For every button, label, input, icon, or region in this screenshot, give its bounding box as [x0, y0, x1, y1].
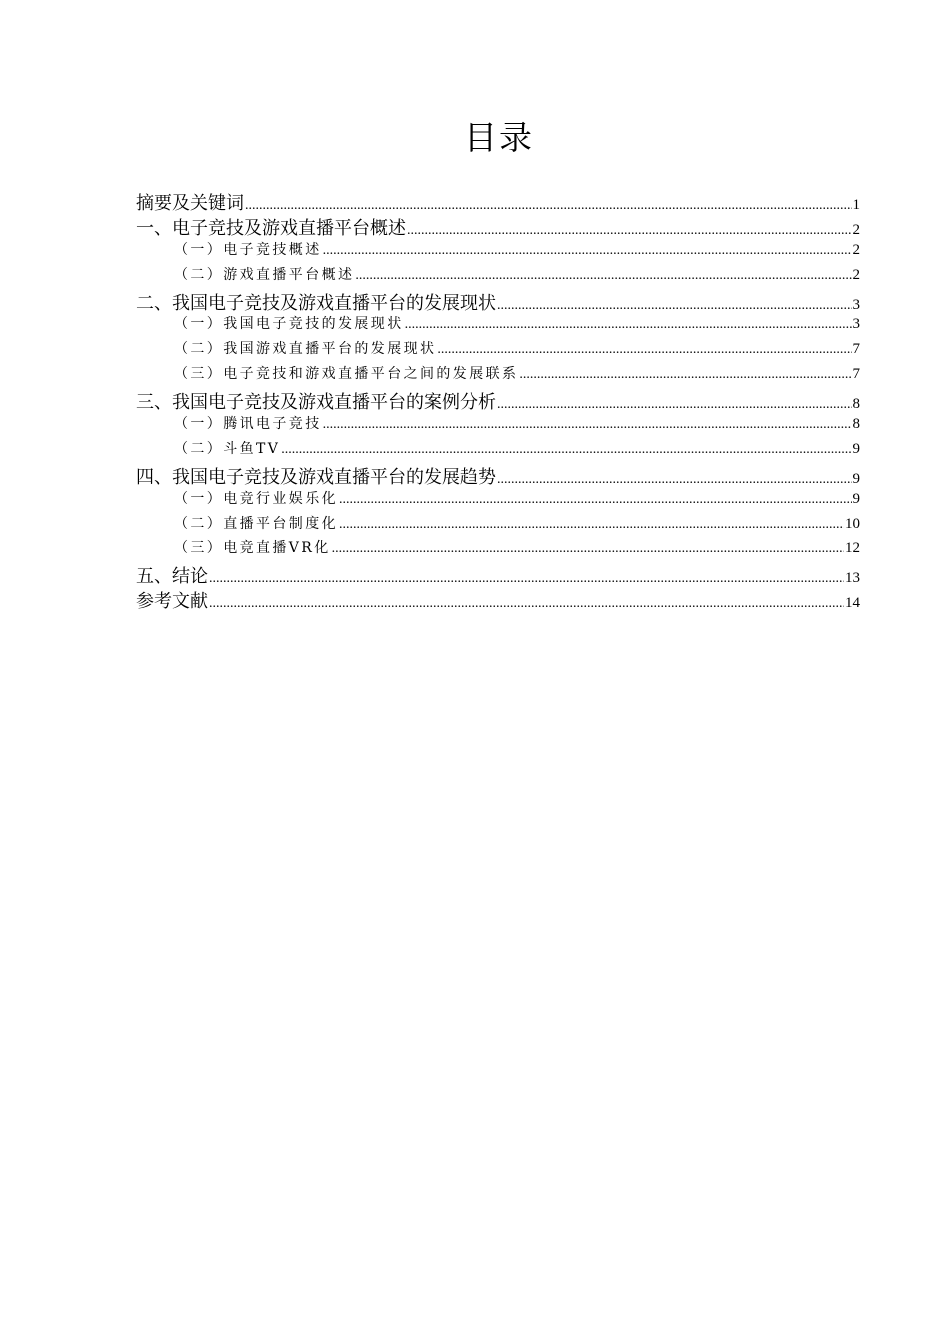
- toc-dot-leader: [437, 342, 851, 358]
- toc-subentry[interactable]: [136, 338, 860, 363]
- toc-entry-label: 二、我国电子竞技及游戏直播平台的发展现状: [136, 292, 496, 314]
- toc-entry[interactable]: [136, 587, 860, 612]
- toc-page-number: 2: [852, 221, 860, 238]
- toc-page-number: 2: [852, 241, 860, 258]
- toc-page-number: 14: [845, 595, 860, 612]
- toc-subentry[interactable]: [136, 313, 860, 338]
- toc-dot-leader: [405, 317, 852, 333]
- toc-entry-label: （一）我国电子竞技的发展现状: [174, 316, 404, 333]
- toc-entry[interactable]: [136, 463, 860, 488]
- toc-entry[interactable]: [136, 214, 860, 239]
- toc-subentry[interactable]: [136, 488, 860, 513]
- toc-page-number: 2: [852, 266, 860, 283]
- toc-entry-label: （三）电竞直播VR化: [174, 540, 331, 557]
- toc-entry[interactable]: [136, 189, 860, 214]
- toc-entry-label: （三）电子竞技和游戏直播平台之间的发展联系: [174, 366, 519, 383]
- toc-subentry[interactable]: [136, 363, 860, 388]
- toc-entry-label: 三、我国电子竞技及游戏直播平台的案例分析: [136, 392, 496, 414]
- toc-dot-leader: [519, 367, 851, 383]
- toc-entry-label: （二）游戏直播平台概述: [174, 266, 355, 283]
- toc-subentry[interactable]: [136, 438, 860, 463]
- toc-page-number: 7: [852, 341, 860, 358]
- toc-entry[interactable]: [136, 289, 860, 314]
- toc-entry-label: （一）腾讯电子竞技: [174, 416, 322, 433]
- toc-page-number: 13: [845, 570, 860, 587]
- toc-dot-leader: [323, 417, 852, 433]
- toc-dot-leader: [281, 442, 851, 458]
- toc-title: 目录: [464, 118, 534, 157]
- toc-dot-leader: [332, 541, 844, 557]
- toc-dot-leader: [209, 571, 844, 587]
- toc-entry-label: （一）电子竞技概述: [174, 241, 322, 258]
- toc-page-number: 12: [845, 540, 860, 557]
- toc-entry-label: 摘要及关键词: [136, 193, 244, 214]
- toc-list: [136, 189, 860, 612]
- toc-page-number: 9: [852, 490, 860, 507]
- toc-entry-label: （二）我国游戏直播平台的发展现状: [174, 341, 437, 358]
- toc-page-number: 9: [852, 440, 860, 457]
- toc-entry-label: （二）直播平台制度化: [174, 515, 338, 532]
- toc-entry[interactable]: [136, 562, 860, 587]
- toc-dot-leader: [209, 596, 844, 612]
- toc-subentry[interactable]: [136, 537, 860, 562]
- toc-page-number: 9: [852, 470, 860, 487]
- toc-subentry[interactable]: [136, 264, 860, 289]
- toc-page-number: 8: [852, 416, 860, 433]
- toc-subentry[interactable]: [136, 239, 860, 264]
- toc-entry-label: 五、结论: [136, 566, 208, 588]
- toc-subentry[interactable]: [136, 413, 860, 438]
- toc-entry-label: （一）电竞行业娱乐化: [174, 490, 338, 507]
- toc-entry-label: 一、电子竞技及游戏直播平台概述: [136, 217, 406, 239]
- toc-page-number: 7: [852, 366, 860, 383]
- toc-dot-leader: [323, 243, 852, 259]
- toc-dot-leader: [497, 472, 852, 488]
- toc-subentry[interactable]: [136, 513, 860, 538]
- toc-page-number: 8: [852, 396, 860, 413]
- toc-entry[interactable]: [136, 388, 860, 413]
- toc-entry-label: 四、我国电子竞技及游戏直播平台的发展趋势: [136, 466, 496, 488]
- toc-entry-label: （二）斗鱼TV: [174, 440, 281, 457]
- toc-page-number: 3: [852, 296, 860, 313]
- toc-dot-leader: [497, 397, 852, 413]
- toc-dot-leader: [245, 198, 852, 214]
- toc-page-number: 3: [852, 316, 860, 333]
- toc-dot-leader: [355, 268, 851, 284]
- toc-dot-leader: [339, 492, 852, 508]
- toc-dot-leader: [497, 298, 852, 314]
- toc-entry-label: 参考文献: [136, 591, 208, 613]
- toc-page-number: 1: [852, 197, 860, 213]
- toc-page-number: 10: [845, 515, 860, 532]
- toc-dot-leader: [407, 223, 852, 239]
- toc-dot-leader: [339, 517, 844, 533]
